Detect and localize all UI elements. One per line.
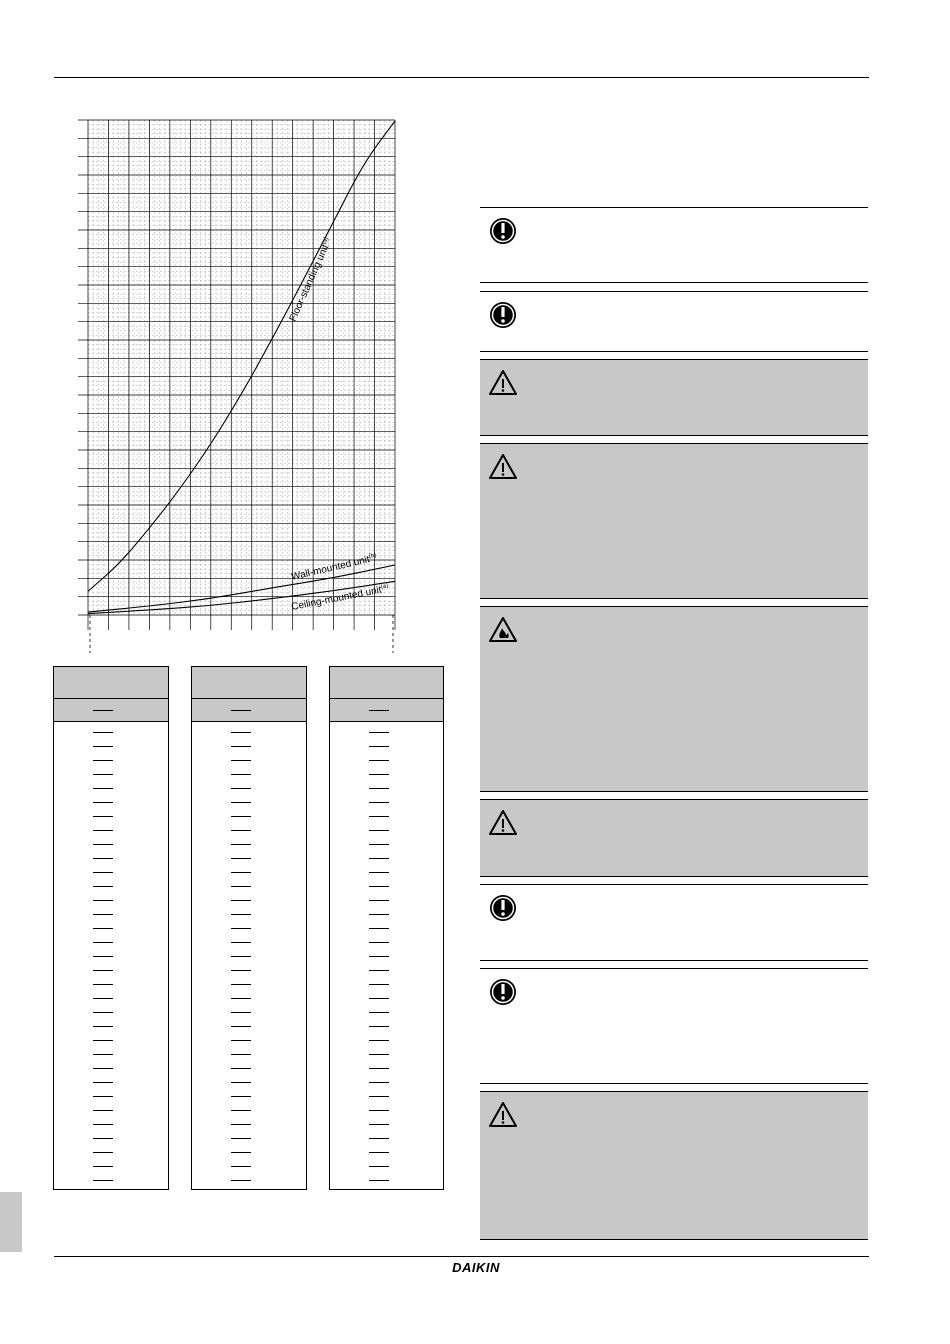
- footer-rule: [54, 1256, 869, 1257]
- table-cell-blank: [231, 760, 251, 761]
- table-cell-blank: [369, 1054, 389, 1055]
- table-cell-blank: [369, 942, 389, 943]
- table-cell-blank: [93, 1180, 113, 1181]
- table-cell-blank: [93, 1124, 113, 1125]
- table-1: [53, 666, 169, 1190]
- table-cell-blank: [231, 1166, 251, 1167]
- table-cell-blank: [231, 844, 251, 845]
- notice-box: [480, 291, 868, 352]
- table-cell-blank: [231, 1152, 251, 1153]
- table-cell-blank: [93, 1068, 113, 1069]
- table-cell-blank: [231, 886, 251, 887]
- table-cell-blank: [231, 1096, 251, 1097]
- table-cell-blank: [93, 760, 113, 761]
- table-cell-blank: [369, 1040, 389, 1041]
- table-cell-blank: [231, 1012, 251, 1013]
- exclamation-circle-icon: [488, 893, 518, 923]
- table-cell-blank: [93, 1040, 113, 1041]
- table-cell-blank: [231, 1110, 251, 1111]
- warning-box: [480, 606, 868, 792]
- table-cell-blank: [93, 1096, 113, 1097]
- table-cell-blank: [93, 928, 113, 929]
- side-tab: [0, 1192, 22, 1252]
- warning-triangle-icon: [488, 1100, 518, 1130]
- warning-box: [480, 443, 868, 599]
- table-cell-blank: [369, 1082, 389, 1083]
- table-cell-blank: [231, 788, 251, 789]
- table-cell-blank: [93, 956, 113, 957]
- table-cell-blank: [369, 914, 389, 915]
- table-cell-blank: [369, 970, 389, 971]
- table-cell-blank: [231, 1180, 251, 1181]
- table-cell-blank: [369, 774, 389, 775]
- table-cell-blank: [231, 858, 251, 859]
- table-cell-blank: [369, 732, 389, 733]
- header-rule: [54, 77, 869, 78]
- table-cell-blank: [231, 900, 251, 901]
- table-header: [192, 667, 306, 699]
- table-header: [330, 667, 443, 699]
- table-cell-blank: [231, 984, 251, 985]
- table-cell-blank: [231, 970, 251, 971]
- table-cell-blank: [369, 816, 389, 817]
- table-cell-blank: [369, 1124, 389, 1125]
- table-cell-blank: [231, 1124, 251, 1125]
- table-cell-blank: [93, 1110, 113, 1111]
- table-cell-blank: [369, 886, 389, 887]
- table-cell-blank: [369, 1026, 389, 1027]
- notice-box: [480, 968, 868, 1084]
- warning-box: [480, 799, 868, 877]
- table-cell-blank: [231, 1068, 251, 1069]
- table-cell-blank: [369, 1152, 389, 1153]
- series-label-superscript: (b): [368, 552, 377, 561]
- table-cell-blank: [369, 928, 389, 929]
- table-cell-blank: [231, 802, 251, 803]
- table-cell-blank: [231, 732, 251, 733]
- table-cell-blank: [369, 830, 389, 831]
- table-cell-blank: [369, 1138, 389, 1139]
- table-cell-blank: [369, 872, 389, 873]
- table-cell-blank: [93, 816, 113, 817]
- table-cell-blank: [231, 928, 251, 929]
- table-cell-blank: [231, 1138, 251, 1139]
- table-cell-blank: [231, 914, 251, 915]
- notice-box: [480, 207, 868, 283]
- table-cell-blank: [369, 1012, 389, 1013]
- table-cell-blank: [369, 1166, 389, 1167]
- table-cell-blank: [93, 998, 113, 999]
- table-cell-blank: [93, 886, 113, 887]
- table-cell-blank: [231, 872, 251, 873]
- table-cell-blank: [369, 1096, 389, 1097]
- table-cell-blank: [369, 1068, 389, 1069]
- table-cell-blank: [231, 1054, 251, 1055]
- table-cell-blank: [93, 1166, 113, 1167]
- table-cell-blank: [369, 984, 389, 985]
- table-cell-blank: [369, 788, 389, 789]
- series-label-superscript: (a): [380, 583, 389, 591]
- table-3: [329, 666, 444, 1190]
- table-cell-blank: [231, 998, 251, 999]
- table-cell-blank: [93, 774, 113, 775]
- table-subheader: [54, 699, 168, 722]
- table-cell-blank: [93, 858, 113, 859]
- table-cell-blank: [93, 900, 113, 901]
- notice-box: [480, 884, 868, 961]
- warning-triangle-icon: [488, 368, 518, 398]
- warning-triangle-icon: [488, 808, 518, 838]
- table-cell-blank: [231, 746, 251, 747]
- table-cell-blank: [93, 1054, 113, 1055]
- table-cell-blank: [231, 956, 251, 957]
- flammable-warning-icon: [488, 615, 518, 645]
- table-cell-blank: [369, 844, 389, 845]
- exclamation-circle-icon: [488, 977, 518, 1007]
- series-label-superscript: (a): [321, 236, 330, 246]
- series-label-2: Ceiling-mounted unit$^{(a)}$: [290, 583, 389, 613]
- table-cell-blank: [369, 760, 389, 761]
- table-subheader: [192, 699, 306, 722]
- table-cell-blank: [93, 1082, 113, 1083]
- table-cell-blank: [93, 984, 113, 985]
- table-cell-blank: [93, 746, 113, 747]
- table-cell-blank: [231, 816, 251, 817]
- table-cell-blank: [93, 844, 113, 845]
- exclamation-circle-icon: [488, 216, 518, 246]
- daikin-logo: DAIKIN: [452, 1260, 500, 1275]
- refrigerant-chart: [60, 110, 405, 655]
- table-cell-blank: [93, 970, 113, 971]
- table-cell-blank: [93, 830, 113, 831]
- table-cell-blank: [369, 900, 389, 901]
- table-cell-blank: [93, 1138, 113, 1139]
- warning-triangle-icon: [488, 452, 518, 482]
- table-cell-blank: [93, 1152, 113, 1153]
- warning-box: [480, 1091, 868, 1240]
- chart-grid-minor: [88, 120, 395, 615]
- table-cell-blank: [231, 830, 251, 831]
- table-cell-blank: [369, 1180, 389, 1181]
- table-cell-blank: [231, 1040, 251, 1041]
- table-cell-blank: [369, 858, 389, 859]
- table-cell-blank: [93, 788, 113, 789]
- table-cell-blank: [369, 1110, 389, 1111]
- warning-box: [480, 359, 868, 436]
- table-cell-blank: [93, 872, 113, 873]
- table-cell-blank: [369, 746, 389, 747]
- table-cell-blank: [231, 942, 251, 943]
- series-label-1: Wall-mounted unit$^{(b)}$: [290, 552, 377, 583]
- table-header: [54, 667, 168, 699]
- table-cell-blank: [369, 998, 389, 999]
- chart-ticks: [90, 615, 393, 653]
- table-cell-blank: [93, 802, 113, 803]
- table-cell-blank: [369, 956, 389, 957]
- table-subheader: [330, 699, 443, 722]
- table-2: [191, 666, 307, 1190]
- table-cell-blank: [93, 732, 113, 733]
- exclamation-circle-icon: [488, 300, 518, 330]
- table-cell-blank: [369, 802, 389, 803]
- table-cell-blank: [231, 1082, 251, 1083]
- table-cell-blank: [93, 914, 113, 915]
- table-cell-blank: [93, 1026, 113, 1027]
- table-cell-blank: [231, 1026, 251, 1027]
- series-label-0: Floor-standing unit$^{(a)}$: [287, 236, 332, 324]
- table-cell-blank: [93, 1012, 113, 1013]
- table-cell-blank: [231, 774, 251, 775]
- table-cell-blank: [93, 942, 113, 943]
